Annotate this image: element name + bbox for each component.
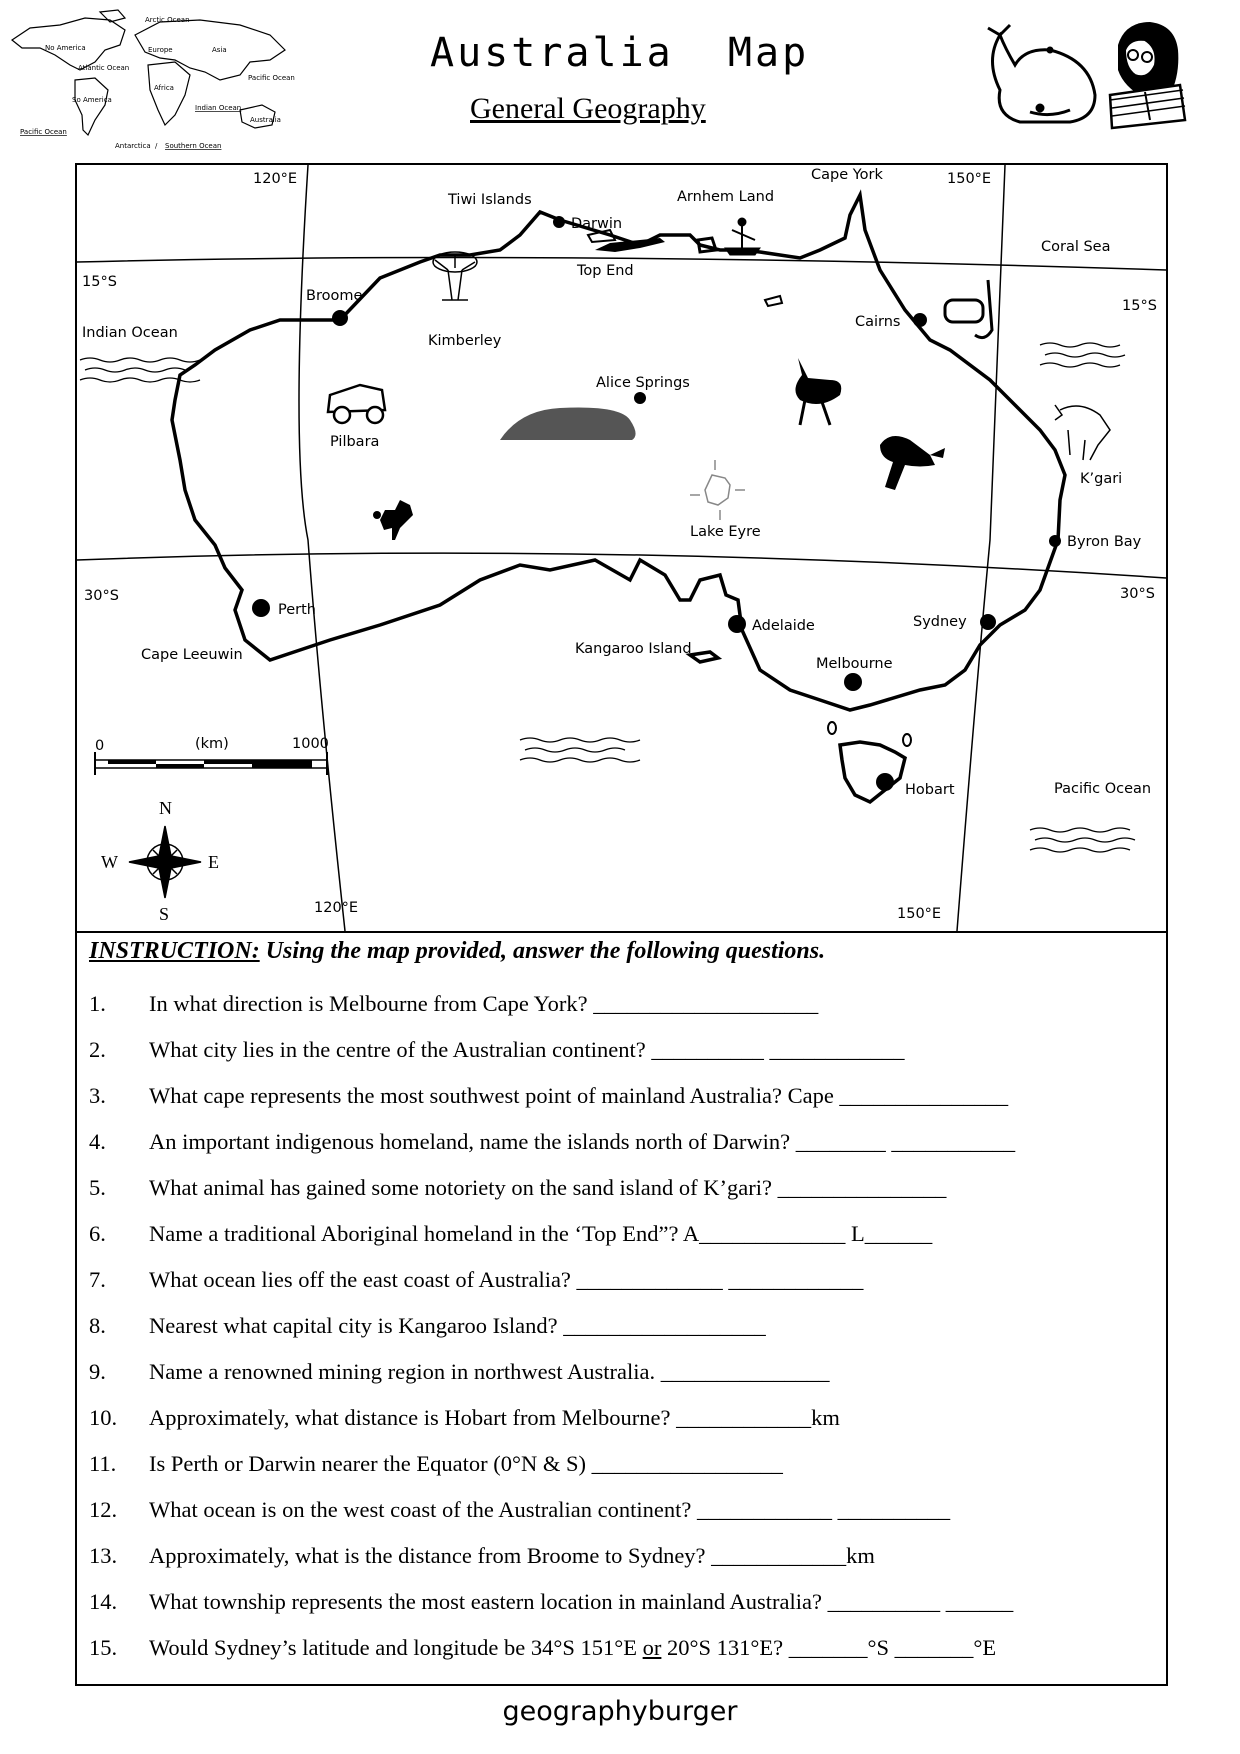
question-number: 14. (89, 1589, 118, 1614)
label-byron-bay: Byron Bay (1067, 534, 1142, 550)
question-tail: 20°S 131°E? _______°S _______°E (661, 1635, 997, 1660)
question-row (89, 1129, 1015, 1155)
label-coral-sea: Coral Sea (1041, 239, 1111, 255)
mini-label-slash: / (155, 142, 158, 150)
snorkel-mask-icon (945, 280, 992, 338)
question-number: 5. (89, 1175, 106, 1200)
label-broome: Broome (306, 288, 363, 304)
question-text: Is Perth or Darwin nearer the Equator (0°N & S) _________________ (149, 1451, 783, 1476)
boab-tree-icon (433, 252, 477, 300)
question-number: 13. (89, 1543, 118, 1568)
mini-label-atlantic: Atlantic Ocean (78, 64, 130, 72)
question-text: What township represents the most eastern location in mainland Australia? __________ ______ (149, 1589, 1014, 1614)
mini-label-antarctica: Antarctica (115, 142, 151, 150)
aboriginal-canoe-icon (725, 218, 760, 255)
question-row (89, 1037, 904, 1063)
scale-bar-end: 1000 (292, 736, 329, 752)
label-cairns: Cairns (855, 314, 901, 330)
question-number: 7. (89, 1267, 106, 1292)
label-alice-springs: Alice Springs (596, 375, 690, 391)
label-adelaide: Adelaide (752, 618, 815, 634)
question-number: 1. (89, 991, 106, 1016)
question-row (89, 1221, 932, 1247)
mini-label-no-america: No America (45, 44, 86, 52)
compass-south: S (159, 904, 170, 924)
label-cape-leeuwin: Cape Leeuwin (141, 647, 243, 663)
mini-label-indian: Indian Ocean (195, 104, 242, 112)
adelaide-dot (728, 615, 746, 633)
question-row (89, 1267, 863, 1293)
hobart-dot (876, 773, 894, 791)
instruction-text: Using the map provided, answer the following questions. (259, 938, 826, 964)
melbourne-dot (844, 673, 862, 691)
label-darwin: Darwin (571, 216, 623, 232)
label-pacific-ocean: Pacific Ocean (1054, 781, 1152, 797)
meridian-150 (957, 165, 1005, 931)
grid-label-150e-top: 150°E (947, 171, 992, 187)
question-text: Nearest what capital city is Kangaroo Island? __________________ (149, 1313, 766, 1338)
question-text: Would Sydney’s latitude and longitude be 34°S 151°E (149, 1635, 643, 1660)
mini-label-australia: Australia (250, 116, 281, 124)
question-row (89, 1359, 830, 1385)
sydney-dot (980, 614, 996, 630)
mini-label-so-america: So America (72, 96, 112, 104)
city-dots (252, 216, 1061, 791)
label-sydney: Sydney (913, 614, 967, 630)
question-number: 11. (89, 1451, 117, 1476)
grid-label-120e-bottom: 120°E (314, 900, 359, 916)
scale-bar (95, 736, 329, 775)
mini-label-pacific-ne: Pacific Ocean (248, 74, 295, 82)
scale-bar-start: 0 (95, 738, 105, 754)
question-number: 3. (89, 1083, 106, 1108)
instruction-label: INSTRUCTION: (89, 938, 260, 964)
question-row (89, 1635, 996, 1661)
mini-label-africa: Africa (154, 84, 174, 92)
question-text: What cape represents the most southwest point of mainland Australia? Cape _______________ (149, 1083, 1009, 1108)
mini-label-southern: Southern Ocean (165, 142, 222, 150)
grid-label-120e-top: 120°E (253, 171, 298, 187)
worksheet-title: Australia Map (430, 30, 810, 76)
label-kimberley: Kimberley (428, 333, 502, 349)
question-number: 10. (89, 1405, 118, 1430)
label-lake-eyre: Lake Eyre (690, 524, 761, 540)
question-number: 6. (89, 1221, 106, 1246)
question-text: An important indigenous homeland, name the islands north of Darwin? ________ ___________ (149, 1129, 1016, 1154)
compass-north: N (159, 798, 172, 818)
instruction-heading (89, 938, 825, 965)
emu-icon (795, 358, 841, 425)
question-row (89, 1313, 766, 1339)
label-melbourne: Melbourne (816, 656, 893, 672)
question-text: Approximately, what is the distance from Broome to Sydney? ____________km (149, 1543, 875, 1568)
label-hobart: Hobart (905, 782, 955, 798)
question-number: 4. (89, 1129, 106, 1154)
cairns-dot (913, 313, 927, 327)
label-arnhem-land: Arnhem Land (677, 189, 775, 205)
grid-lines (77, 165, 1166, 931)
lake-eyre-icon (690, 460, 745, 520)
question-row (89, 1083, 1008, 1109)
label-tiwi-islands: Tiwi Islands (448, 192, 532, 208)
question-number: 8. (89, 1313, 106, 1338)
mini-label-europe: Europe (148, 46, 173, 54)
scale-bar-unit: (km) (195, 736, 229, 752)
compass-west: W (101, 852, 118, 872)
darwin-dot (553, 216, 565, 228)
label-indian-ocean: Indian Ocean (82, 325, 178, 341)
mini-label-asia: Asia (212, 46, 227, 54)
grid-label-30s-left: 30°S (84, 588, 119, 604)
question-row (89, 1175, 946, 1201)
label-pilbara: Pilbara (330, 434, 380, 450)
question-text: In what direction is Melbourne from Cape York? ____________________ (149, 991, 819, 1016)
question-or: or (642, 1635, 662, 1660)
question-text: What ocean lies off the east coast of Australia? _____________ ____________ (149, 1267, 864, 1292)
broome-dot (332, 310, 348, 326)
grid-label-150e-bottom: 150°E (897, 906, 942, 922)
question-text: Name a renowned mining region in northwest Australia. _______________ (149, 1359, 830, 1384)
alice-springs-dot (634, 392, 646, 404)
byron-bay-dot (1049, 535, 1061, 547)
mining-truck-icon (328, 385, 385, 423)
question-text: What city lies in the centre of the Australian continent? __________ ____________ (149, 1037, 905, 1062)
question-row (89, 1589, 1013, 1615)
mini-label-arctic: Arctic Ocean (145, 16, 190, 24)
question-row (89, 991, 818, 1017)
question-row (89, 1405, 840, 1431)
uluru-rock-icon (500, 408, 636, 441)
question-row (89, 1497, 950, 1523)
question-row (89, 1451, 783, 1477)
mini-label-pacific-w: Pacific Ocean (20, 128, 67, 136)
question-text: Name a traditional Aboriginal homeland in the ‘Top End”? A_____________ L______ (149, 1221, 933, 1246)
question-text: What animal has gained some notoriety on the sand island of K’gari? _______________ (149, 1175, 947, 1200)
label-top-end: Top End (577, 263, 634, 279)
question-number: 12. (89, 1497, 118, 1522)
question-text: Approximately, what distance is Hobart from Melbourne? ____________km (149, 1405, 840, 1430)
question-number: 15. (89, 1635, 118, 1660)
dingo-icon (1055, 405, 1110, 460)
compass-rose-icon (129, 826, 201, 898)
meridian-120 (299, 165, 345, 931)
kangaroo-icon (880, 436, 945, 490)
grid-label-15s-right: 15°S (1122, 298, 1157, 314)
camel-icon (373, 500, 413, 540)
question-row (89, 1543, 875, 1569)
grid-label-15s-left: 15°S (82, 274, 117, 290)
question-text: What ocean is on the west coast of the Australian continent? ____________ __________ (149, 1497, 951, 1522)
question-number: 9. (89, 1359, 106, 1384)
worksheet-subtitle: General Geography (470, 92, 706, 125)
label-perth: Perth (278, 602, 316, 618)
label-kgari: K’gari (1080, 471, 1123, 487)
label-kangaroo-island: Kangaroo Island (575, 641, 692, 657)
perth-dot (252, 599, 270, 617)
grid-label-30s-right: 30°S (1120, 586, 1155, 602)
compass-east: E (208, 852, 219, 872)
footer-brand: geographyburger (502, 1696, 738, 1727)
question-number: 2. (89, 1037, 106, 1062)
label-cape-york: Cape York (811, 167, 883, 183)
australia-coastline (172, 195, 1065, 802)
